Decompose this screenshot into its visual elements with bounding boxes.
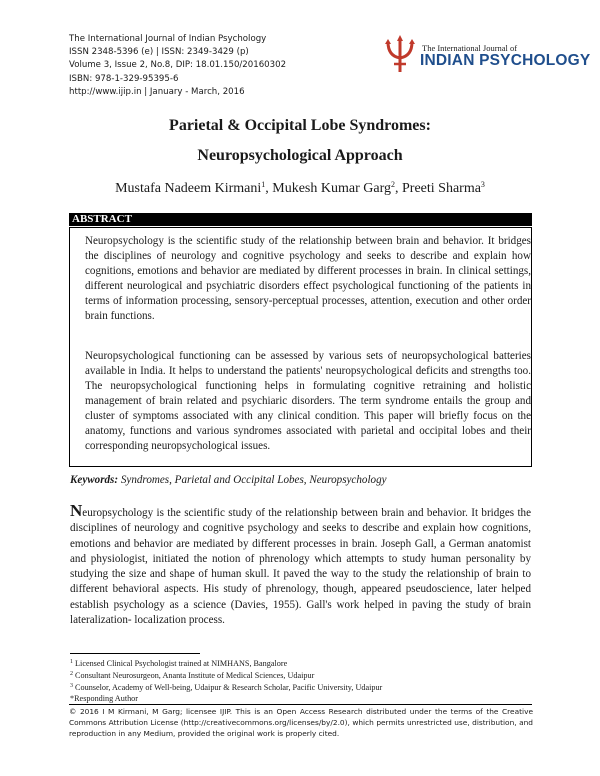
- keywords-label: Keywords:: [70, 474, 119, 486]
- body-paragraph: [70, 501, 531, 628]
- abstract-paragraph-1: Neuropsychology is the scientific study of the relationship between brain and behavior. It bridges the disciplines of neurology and cognitive psychology and seeks to describe and explain how cognitions, emotions and behavior are mediated by different processes in brain. In clinical settings, different neurological and psychiatric disorders effect psychological functioning of the patients in terms of information processing, sensory-perceptual processes, attention, execution and other order brain functions.: [85, 235, 531, 322]
- footnote-2: $^2$ Consultant Neurosurgeon, Ananta Institute of Medical Sciences, Udaipur: [70, 671, 315, 680]
- license-text: © 2016 I M Kirmani, M Garg; licensee IJIP. This is an Open Access Research distributed under the terms of the Creative Commons Attribution License (http://creativecommons.org/licenses/by/2.0), which permits unrestricted use, distribution, and reproduction in any Medium, provided the original work is properly cited.: [69, 707, 533, 738]
- author-3-sup: 3: [480, 180, 485, 189]
- author-1-sup: 1: [261, 180, 266, 189]
- journal-name: The International Journal of Indian Psychology: [69, 34, 267, 44]
- issn-line: ISSN 2348-5396 (e) | ISSN: 2349-3429 (p): [69, 47, 249, 58]
- journal-header: [69, 33, 309, 99]
- footnote-3: $^3$ Counselor, Academy of Well-being, Udaipur & Research Scholar, Pacific University, Udaipur: [70, 683, 383, 692]
- isbn-line: ISBN: 978-1-329-95395-6: [69, 73, 179, 84]
- abstract-heading: ABSTRACT: [72, 213, 132, 225]
- body-text: europsychology is the scientific study of the relationship between brain and behavior. It bridges the disciplines of neurology and cognitive psychology and seeks to describe and explain how cognitions, emotions and behavior are mediated by different processes in brain. Joseph Gall, a German anatomist and physiologist, initiated the notion of phrenology which attempts to study human personality by studying the size and shape of human skull. It paved the way to the study the relationship of brain to different behavioral aspects. His study of phrenology, though, appeared pseudoscience, later helped establish psychology as a science (Davies, 1955). Gall's work helped in paving the study of brain lateralization- localization process.: [70, 507, 531, 627]
- journal-logo: [382, 34, 591, 74]
- keywords-line: [70, 474, 387, 486]
- paper-title-line2: Neuropsychological Approach: [197, 147, 403, 164]
- keywords-text: Syndromes, Parietal and Occipital Lobes, Neuropsychology: [118, 474, 387, 486]
- footnote-1: $^1$ Licensed Clinical Psychologist trained at NIMHANS, Bangalore: [70, 659, 288, 668]
- footnote-divider: [70, 653, 200, 654]
- paper-title-line1: Parietal & Occipital Lobe Syndromes:: [169, 117, 431, 134]
- footnotes: [70, 657, 530, 704]
- trident-icon: [382, 34, 418, 74]
- volume-line: Volume 3, Issue 2, No.8, DIP: 18.01.150/20160302: [69, 60, 287, 71]
- author-3: Preeti Sharma: [402, 181, 481, 196]
- abstract-paragraph-2: Neuropsychological functioning can be assessed by various sets of neuropsychological batteries available in India. It helps to understand the patients' neuropsychological deficits and strengths too. The neuropsychological functioning helps in formulating cognitive retraining and holistic management of brain related and psychiaric disorders. The term syndrome entails the group and cluster of symptoms associated with any clinical condition. This paper will briefly focus on the anatomy, functions and various syndromes associated with parietal and occipital lobes and their corresponding neuropsychological issues.: [85, 350, 531, 452]
- author-2-sup: 2: [391, 180, 395, 189]
- drop-cap: N: [70, 501, 83, 520]
- url-date-line[interactable]: http://www.ijip.in | January - March, 2016: [69, 86, 245, 97]
- license-divider: [69, 704, 532, 705]
- author-2: Mukesh Kumar Garg: [272, 181, 391, 196]
- author-1: Mustafa Nadeem Kirmani: [115, 181, 262, 196]
- author-list: Mustafa Nadeem Kirmani$^1$, Mukesh Kumar Garg$^2$, Preeti Sharma$^3$: [115, 180, 485, 196]
- responding-author-note: *Responding Author: [70, 694, 139, 703]
- abstract-heading-bar: [69, 213, 532, 226]
- logo-title: INDIAN PSYCHOLOGY: [420, 52, 591, 69]
- logo-subtitle: The International Journal of: [422, 43, 518, 53]
